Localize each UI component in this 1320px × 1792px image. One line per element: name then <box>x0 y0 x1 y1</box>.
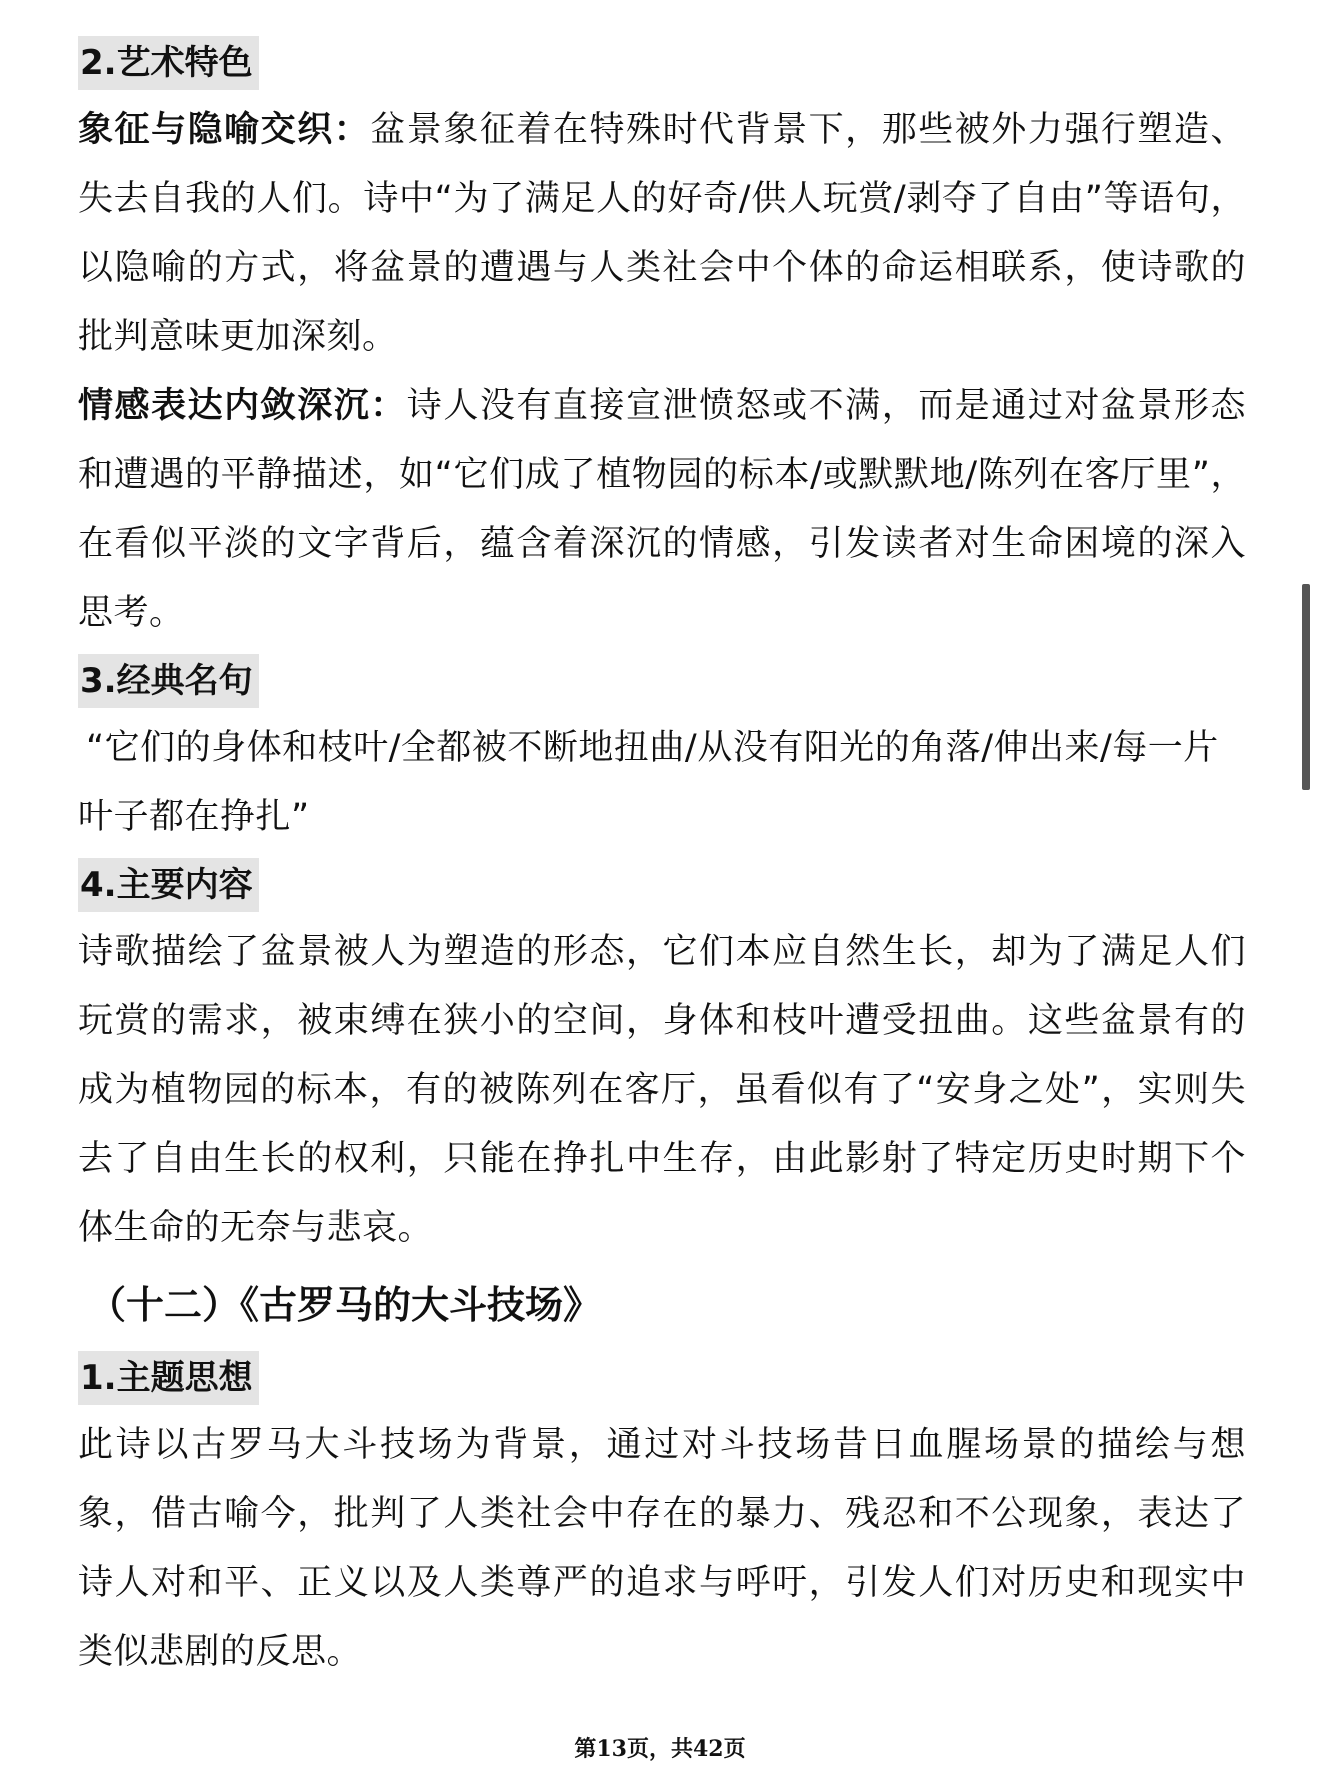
heading-art-features: 2.艺术特色 <box>78 36 259 90</box>
paragraph-symbolism-label: 象征与隐喻交织： <box>78 110 371 150</box>
document-page <box>78 30 1246 1687</box>
page-number: 第13页，共42页 <box>574 1736 746 1762</box>
section-title-colosseum: （十二）《古罗马的大斗技场》 <box>88 1283 602 1327</box>
heading-classic-quotes: 3.经典名句 <box>78 654 259 708</box>
scrollbar-thumb[interactable] <box>1302 584 1310 790</box>
paragraph-emotion-label: 情感表达内敛深沉： <box>78 386 407 426</box>
paragraph-theme: 此诗以古罗马大斗技场为背景，通过对斗技场昔日血腥场景的描绘与想象，借古喻今，批判了人类社会中存在的暴力、残忍和不公现象，表达了诗人对和平、正义以及人类尊严的追求与呼吁，引发人们对历史和现实中类似悲剧的反思。 <box>78 1425 1246 1672</box>
paragraph-symbolism-text: 盆景象征着在特殊时代背景下，那些被外力强行塑造、失去自我的人们。诗中“为了满足人的好奇/供人玩赏/剥夺了自由”等语句，以隐喻的方式，将盆景的遭遇与人类社会中个体的命运相联系，使诗歌的批判意味更加深刻。 <box>78 110 1246 357</box>
classic-quote-text: “它们的身体和枝叶/全都被不断地扭曲/从没有阳光的角落/伸出来/每一片叶子都在挣扎” <box>78 728 1219 837</box>
paragraph-emotion-text: 诗人没有直接宣泄愤怒或不满，而是通过对盆景形态和遭遇的平静描述，如“它们成了植物园的标本/或默默地/陈列在客厅里”，在看似平淡的文字背后，蕴含着深沉的情感，引发读者对生命困境的深入思考。 <box>78 386 1246 633</box>
heading-theme: 1.主题思想 <box>78 1351 259 1405</box>
paragraph-emotion <box>78 372 1246 648</box>
heading-main-content: 4.主要内容 <box>78 858 259 912</box>
paragraph-symbolism <box>78 96 1246 372</box>
paragraph-main-content: 诗歌描绘了盆景被人为塑造的形态，它们本应自然生长，却为了满足人们玩赏的需求，被束缚在狭小的空间，身体和枝叶遭受扭曲。这些盆景有的成为植物园的标本，有的被陈列在客厅，虽看似有了“安身之处”，实则失去了自由生长的权利，只能在挣扎中生存，由此影射了特定历史时期下个体生命的无奈与悲哀。 <box>78 932 1246 1248</box>
